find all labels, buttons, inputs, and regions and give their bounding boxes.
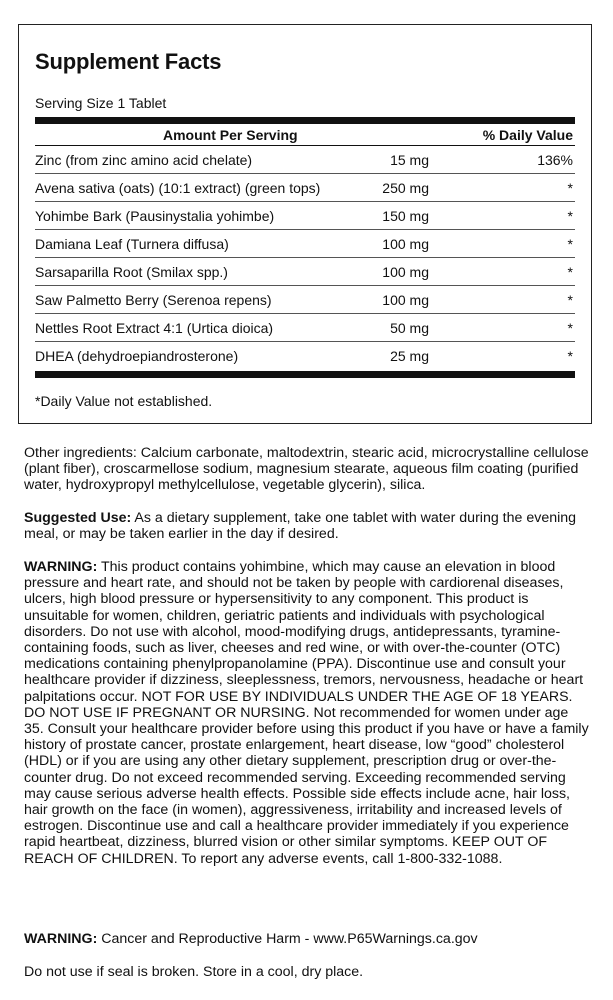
- facts-header-row: [35, 124, 575, 146]
- ingredient-amount: 50 mg: [390, 320, 429, 336]
- ingredient-amount: 25 mg: [390, 348, 429, 364]
- ingredient-name: Sarsaparilla Root (Smilax spp.): [35, 264, 228, 280]
- ingredient-daily-value: *: [567, 264, 573, 280]
- storage-note: Do not use if seal is broken. Store in a cool, dry place.: [24, 964, 364, 980]
- cancer-warning: [24, 931, 590, 947]
- ingredient-daily-value: *: [567, 320, 573, 336]
- ingredient-daily-value: *: [567, 208, 573, 224]
- ingredient-daily-value: *: [567, 348, 573, 364]
- facts-rows: [35, 146, 575, 370]
- table-row: [35, 202, 575, 230]
- ingredient-name: Yohimbe Bark (Pausinystalia yohimbe): [35, 208, 275, 224]
- serving-size: Serving Size 1 Tablet: [35, 95, 167, 111]
- ingredient-amount: 100 mg: [382, 292, 429, 308]
- thick-divider-bottom: [35, 371, 575, 378]
- other-ingredients: Other ingredients: Calcium carbonate, maltodextrin, stearic acid, microcrystalline cellulose (plant fiber), croscarmellose sodium, magnesium stearate, aqueous film coating (purified water, hydroxypropyl methylcellulose, vegetable glycerin), silica.: [24, 445, 589, 494]
- ingredient-amount: 100 mg: [382, 264, 429, 280]
- ingredient-daily-value: 136%: [537, 152, 573, 168]
- warning-text: This product contains yohimbine, which may cause an elevation in blood pressure and heart rate, and should not be taken by people with cardiorenal diseases, ulcers, high blood pressure or hypersensitivity to any component. This product is unsuitable for women, children, geriatric patients and individuals with psychological disorders. Do not use with alcohol, mood-modifying drugs, antidepressants, tyramine-containing foods, such as liver, cheeses and red wine, or with over-the-counter (OTC) medications containing phenylpropanolamine (PPA). Discontinue use and consult your healthcare provider if dizziness, sleeplessness, tremors, nervousness, headache or heart palpitations occur. NOT FOR USE BY INDIVIDUALS UNDER THE AGE OF 18 YEARS. DO NOT USE IF PREGNANT OR NURSING. Not recommended for women under age 35. Consult your healthcare provider before using this product if you have or have a family history of prostate cancer, prostate enlargement, heart disease, low “good” cholesterol (HDL) or if you are using any other dietary supplement, prescription drug or over-the-counter drug. Do not exceed recommended serving. Exceeding recommended serving may cause serious adverse health effects. Possible side effects include acne, hair loss, hair growth on the face (in women), aggressiveness, irritability and increased levels of estrogen. Discontinue use and call a healthcare provider immediately if you experience rapid heartbeat, dizziness, blurred vision or other similar symptoms. KEEP OUT OF REACH OF CHILDREN. To report any adverse events, call 1-800-332-1088.: [24, 559, 589, 867]
- thick-divider-top: [35, 117, 575, 124]
- ingredient-name: Damiana Leaf (Turnera diffusa): [35, 236, 229, 252]
- warning-label: WARNING:: [24, 559, 98, 575]
- table-row: [35, 174, 575, 202]
- table-row: [35, 314, 575, 342]
- ingredient-amount: 250 mg: [382, 180, 429, 196]
- ingredient-daily-value: *: [567, 292, 573, 308]
- ingredient-name: Avena sativa (oats) (10:1 extract) (green tops): [35, 180, 321, 196]
- table-row: [35, 146, 575, 174]
- cancer-warning-text: Cancer and Reproductive Harm - www.P65Warnings.ca.gov: [97, 931, 478, 947]
- header-daily-value: % Daily Value: [482, 127, 573, 143]
- ingredient-amount: 100 mg: [382, 236, 429, 252]
- header-amount-per-serving: Amount Per Serving: [163, 127, 298, 143]
- table-row: [35, 230, 575, 258]
- suggested-use-text: As a dietary supplement, take one tablet with water during the evening meal, or may be taken earlier in the day if desired.: [24, 510, 577, 543]
- ingredient-daily-value: *: [567, 236, 573, 252]
- ingredient-amount: 15 mg: [390, 152, 429, 168]
- ingredient-name: DHEA (dehydroepiandrosterone): [35, 348, 239, 364]
- table-row: [35, 286, 575, 314]
- table-row: [35, 258, 575, 286]
- ingredient-daily-value: *: [567, 180, 573, 196]
- cancer-warning-label: WARNING:: [24, 931, 98, 947]
- ingredient-amount: 150 mg: [382, 208, 429, 224]
- suggested-use-label: Suggested Use:: [24, 510, 132, 526]
- warning-paragraph: [24, 559, 590, 867]
- ingredient-name: Saw Palmetto Berry (Serenoa repens): [35, 292, 272, 308]
- ingredient-name: Nettles Root Extract 4:1 (Urtica dioica): [35, 320, 274, 336]
- supplement-facts-panel: [18, 24, 592, 424]
- table-row: [35, 342, 575, 370]
- suggested-use: [24, 510, 590, 542]
- facts-title: Supplement Facts: [35, 49, 222, 74]
- ingredient-name: Zinc (from zinc amino acid chelate): [35, 152, 253, 168]
- daily-value-footnote: *Daily Value not established.: [35, 393, 213, 409]
